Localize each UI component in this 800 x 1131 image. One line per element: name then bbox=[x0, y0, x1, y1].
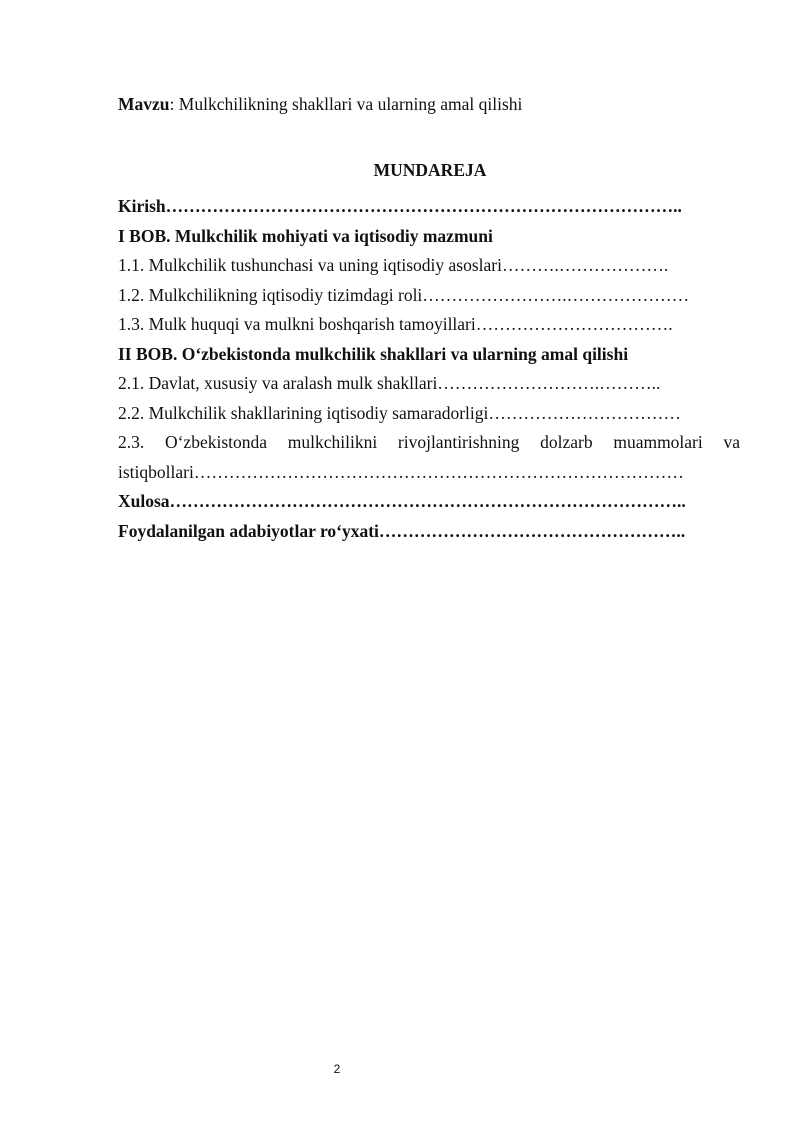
toc-entry-section-2-3: 2.3. O‘zbekistonda mulkchilikni rivojlantirishning dolzarb muammolari va bbox=[118, 432, 740, 452]
toc-heading: MUNDAREJA bbox=[373, 160, 487, 180]
page-number: 2 bbox=[333, 1062, 341, 1076]
topic-line bbox=[118, 94, 522, 115]
toc-entry-section-1-1: 1.1. Mulkchilik tushunchasi va uning iqtisodiy asoslari……….………………. bbox=[118, 255, 669, 275]
toc-entry-section-2-1: 2.1. Davlat, xususiy va aralash mulk shakllari……………………….……….. bbox=[118, 373, 661, 393]
topic-label: Mavzu bbox=[118, 94, 170, 114]
toc-entry-introduction: Kirish…………………………………………………………………………….. bbox=[118, 196, 682, 216]
toc-entry-section-2-3-continued: istiqbollari………………………………………………………………………… bbox=[118, 461, 684, 482]
toc-entry-section-2-2: 2.2. Mulkchilik shakllarining iqtisodiy samaradorligi…………………………… bbox=[118, 402, 681, 423]
toc-entry-chapter-1: I BOB. Mulkchilik mohiyati va iqtisodiy mazmuni bbox=[118, 225, 493, 246]
toc-entry-chapter-2: II BOB. O‘zbekistonda mulkchilik shakllari va ularning amal qilishi bbox=[118, 343, 629, 364]
toc-entry-section-1-2: 1.2. Mulkchilikning iqtisodiy tizimdagi roli…………………….………………… bbox=[118, 284, 690, 305]
toc-entry-section-1-3: 1.3. Mulk huquqi va mulkni boshqarish tamoyillari……………………………. bbox=[118, 314, 673, 334]
topic-text: Mulkchilikning shakllari va ularning amal qilishi bbox=[178, 94, 523, 114]
topic-separator: : bbox=[169, 94, 179, 114]
table-of-contents bbox=[118, 192, 740, 546]
toc-entry-conclusion: Xulosa…………………………………………………………………………….. bbox=[118, 491, 686, 511]
toc-entry-bibliography: Foydalanilgan adabiyotlar ro‘yxati…………………………………………….. bbox=[118, 520, 686, 541]
